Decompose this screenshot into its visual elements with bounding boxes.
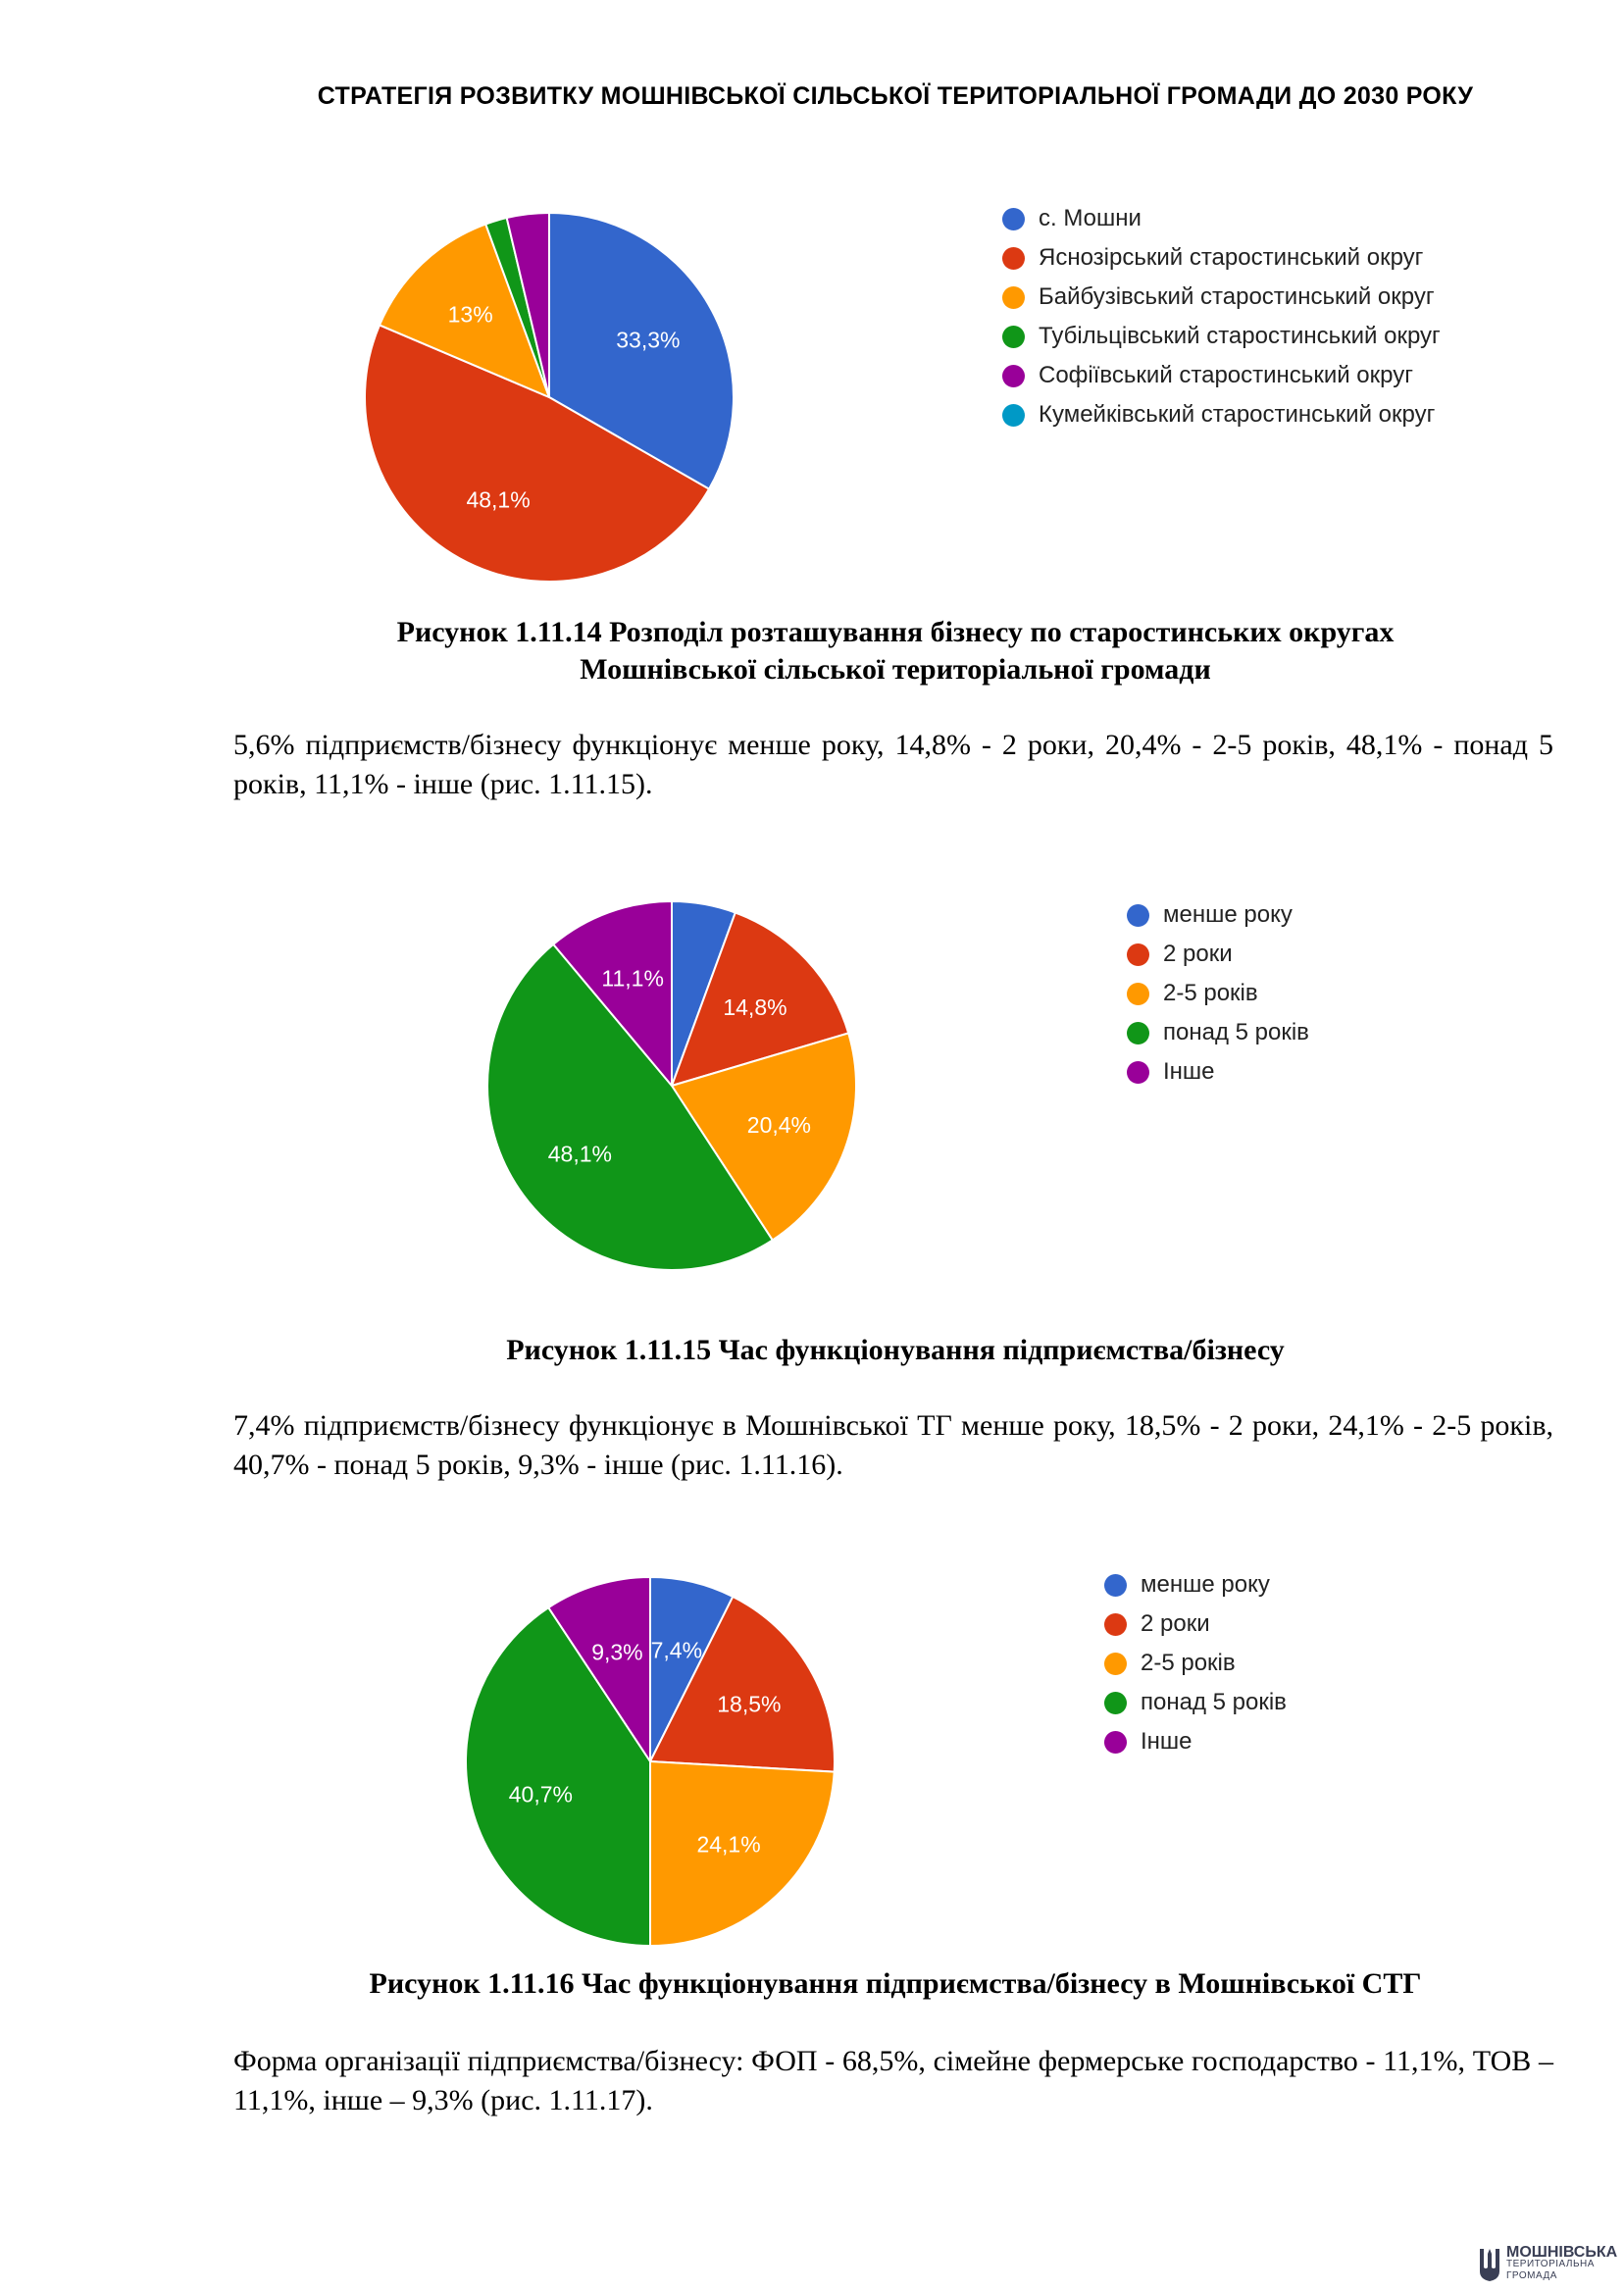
legend-item (1104, 1683, 1287, 1722)
legend-swatch (1104, 1731, 1127, 1754)
legend-label: менше року (1141, 1571, 1270, 1598)
legend-business-age (1127, 895, 1309, 1092)
legend-label: Кумейківський старостинський округ (1039, 401, 1436, 428)
legend-label: Інше (1163, 1058, 1215, 1085)
legend-label: 2 роки (1141, 1610, 1210, 1637)
community-logo (1477, 2246, 1617, 2283)
legend-item (1104, 1604, 1287, 1644)
pie-data-label: 33,3% (616, 327, 681, 353)
pie-data-label: 48,1% (466, 486, 531, 513)
logo-line-3: ГРОМАДА (1506, 2270, 1557, 2281)
legend-swatch (1127, 1061, 1149, 1084)
legend-item (1127, 1052, 1309, 1092)
pie-data-label: 48,1% (547, 1141, 612, 1167)
legend-item (1127, 974, 1309, 1013)
pie-chart-business-location (353, 201, 745, 593)
legend-item (1002, 356, 1441, 395)
legend-label: менше року (1163, 901, 1293, 928)
legend-label: с. Мошни (1039, 205, 1142, 231)
legend-business-age-stg (1104, 1565, 1287, 1761)
legend-item (1104, 1565, 1287, 1604)
legend-swatch (1002, 326, 1025, 348)
paragraph-business-age-tg: 7,4% підприємств/бізнесу функціонує в Мошнівської ТГ менше року, 18,5% - 2 роки, 24,1% - 2-5 років, 40,7% - понад 5 років, 9,3% - інше (рис. 1.11.16). (233, 1409, 1553, 1481)
document-header: СТРАТЕГІЯ РОЗВИТКУ МОШНІВСЬКОЇ СІЛЬСЬКОЇ ТЕРИТОРІАЛЬНОЇ ГРОМАДИ ДО 2030 РОКУ (317, 82, 1474, 110)
legend-swatch (1127, 983, 1149, 1005)
pie-data-label: 11,1% (601, 965, 664, 992)
pie-data-label: 13% (447, 301, 493, 328)
legend-swatch (1002, 247, 1025, 270)
legend-swatch (1002, 208, 1025, 230)
trident-icon (1477, 2246, 1502, 2283)
legend-label: понад 5 років (1141, 1689, 1287, 1715)
legend-item (1002, 238, 1441, 278)
legend-label: понад 5 років (1163, 1019, 1309, 1045)
legend-swatch (1104, 1692, 1127, 1714)
logo-line-2: ТЕРИТОРІАЛЬНА (1506, 2259, 1595, 2269)
legend-swatch (1104, 1653, 1127, 1675)
legend-label: Софіївський старостинський округ (1039, 362, 1413, 388)
legend-item (1127, 935, 1309, 974)
paragraph-business-age: 5,6% підприємств/бізнесу функціонує менше року, 14,8% - 2 роки, 20,4% - 2-5 років, 48,1% - понад 5 років, 11,1% - інше (рис. 1.11.15). (233, 729, 1553, 800)
legend-label: Яснозірський старостинський округ (1039, 244, 1424, 271)
logo-title: МОШНІВСЬКА (1506, 2244, 1618, 2261)
pie-data-label: 7,4% (650, 1637, 703, 1663)
legend-label: 2-5 років (1141, 1650, 1236, 1676)
legend-label: Тубільцівський старостинський округ (1039, 323, 1441, 349)
pie-data-label: 14,8% (723, 994, 787, 1021)
legend-label: Інше (1141, 1728, 1193, 1755)
pie-chart-business-age-stg (454, 1565, 846, 1958)
legend-swatch (1002, 286, 1025, 309)
legend-swatch (1127, 943, 1149, 966)
pie-data-label: 20,4% (746, 1112, 812, 1139)
pie-data-label: 18,5% (717, 1691, 782, 1717)
pie-data-label: 40,7% (508, 1781, 573, 1808)
legend-swatch (1127, 1022, 1149, 1044)
legend-label: 2-5 років (1163, 980, 1258, 1006)
legend-swatch (1104, 1613, 1127, 1636)
pie-data-label: 24,1% (696, 1831, 761, 1858)
legend-item (1127, 1013, 1309, 1052)
legend-swatch (1104, 1574, 1127, 1597)
paragraph-organization-form: Форма організації підприємства/бізнесу: ФОП - 68,5%, сімейне фермерське господарство - 11,1%, ТОВ – 11,1%, інше – 9,3% (рис. 1.11.17). (233, 2045, 1553, 2116)
legend-swatch (1127, 904, 1149, 927)
legend-label: Байбузівський старостинський округ (1039, 283, 1435, 310)
pie-chart-business-age (476, 890, 868, 1282)
legend-swatch (1002, 365, 1025, 387)
figure-caption-1-11-16: Рисунок 1.11.16 Час функціонування підприємства/бізнесу в Мошнівської СТГ (369, 1967, 1422, 2000)
legend-item (1002, 199, 1441, 238)
legend-business-location (1002, 199, 1441, 434)
legend-swatch (1002, 404, 1025, 427)
legend-label: 2 роки (1163, 941, 1233, 967)
legend-item (1002, 317, 1441, 356)
legend-item (1002, 278, 1441, 317)
pie-data-label: 9,3% (591, 1639, 643, 1665)
legend-item (1002, 395, 1441, 434)
legend-item (1104, 1644, 1287, 1683)
figure-caption-1-11-14: Рисунок 1.11.14 Розподіл розташування бізнесу по старостинських округах Мошнівської сільської територіальної громади (396, 616, 1395, 686)
figure-caption-1-11-15: Рисунок 1.11.15 Час функціонування підприємства/бізнесу (506, 1334, 1285, 1366)
legend-item (1104, 1722, 1287, 1761)
legend-item (1127, 895, 1309, 935)
